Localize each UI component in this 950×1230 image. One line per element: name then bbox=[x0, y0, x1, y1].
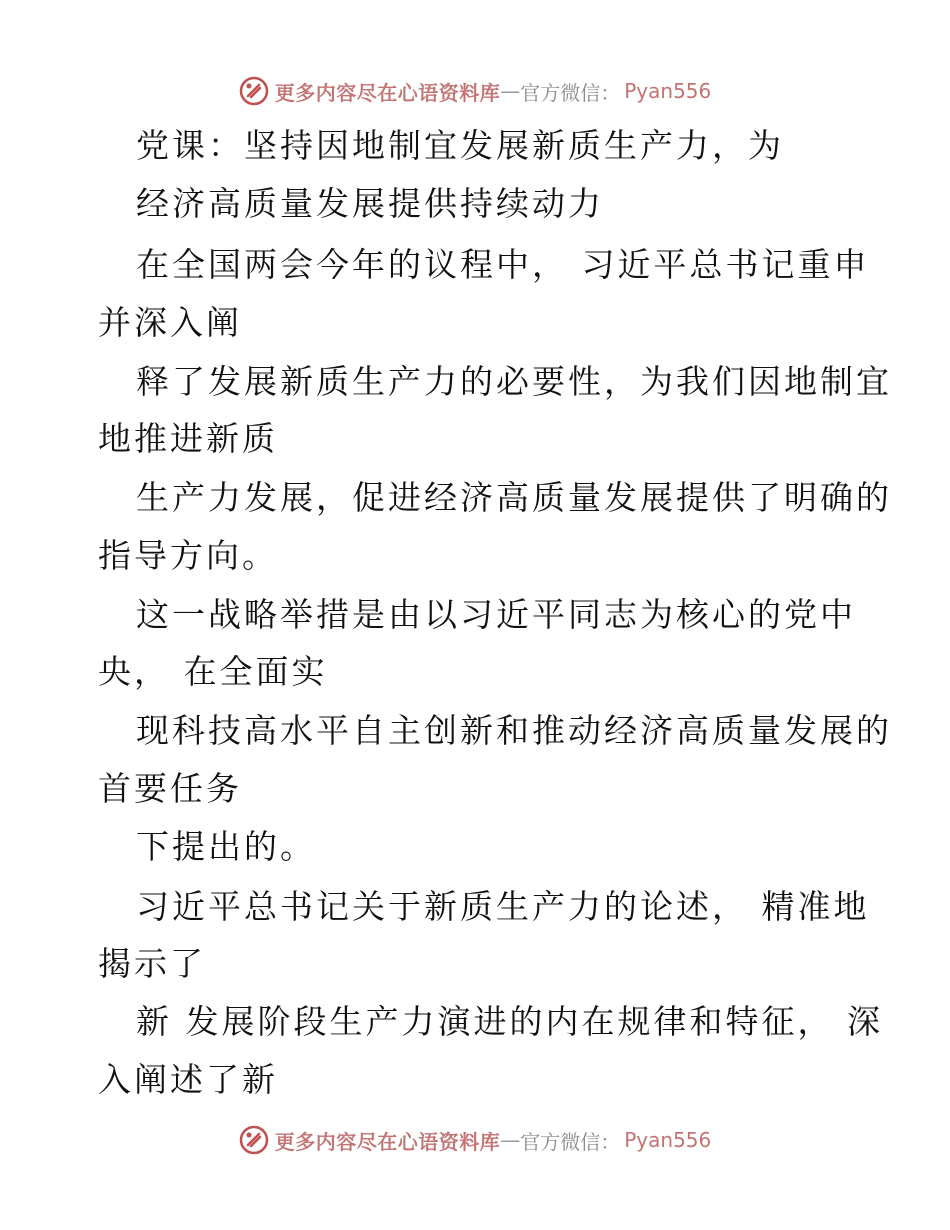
paragraph-line: 在全国两会今年的议程中， 习近平总书记重申 bbox=[136, 245, 870, 284]
watermark-tail-text: 官方微信： bbox=[520, 1129, 621, 1154]
paragraph-line: 下提出的。 bbox=[136, 827, 316, 866]
watermark-wechat-id: Pyan556 bbox=[624, 1128, 712, 1152]
paragraph-line: 指导方向。 bbox=[98, 536, 278, 575]
watermark-separator: — bbox=[500, 1128, 521, 1152]
paragraph-line: 并深入阐 bbox=[98, 303, 242, 342]
paragraph-line: 地推进新质 bbox=[98, 419, 278, 458]
watermark-main-text: 更多内容尽在心语资料库 bbox=[274, 1129, 501, 1154]
document-title-line: 党课：坚持因地制宜发展新质生产力，为 bbox=[136, 126, 784, 165]
paragraph-line: 这一战略举措是由以习近平同志为核心的党中 bbox=[136, 595, 856, 634]
watermark-header bbox=[0, 71, 950, 111]
paragraph-line: 新 发展阶段生产力演进的内在规律和特征， 深 bbox=[136, 1002, 883, 1041]
red-seal-logo-icon bbox=[239, 76, 269, 106]
paragraph-line: 揭示了 bbox=[98, 944, 206, 983]
paragraph-line: 释了发展新质生产力的必要性，为我们因地制宜 bbox=[136, 362, 892, 401]
red-seal-logo-icon bbox=[239, 1125, 269, 1155]
watermark-tail-text: 官方微信： bbox=[520, 80, 621, 105]
paragraph-line: 央， 在全面实 bbox=[98, 652, 328, 691]
document-title-line: 经济高质量发展提供持续动力 bbox=[136, 184, 604, 223]
watermark-wechat-id: Pyan556 bbox=[624, 79, 712, 103]
watermark-separator: — bbox=[500, 79, 521, 103]
watermark-main-text: 更多内容尽在心语资料库 bbox=[274, 80, 501, 105]
paragraph-line: 入阐述了新 bbox=[98, 1060, 278, 1099]
watermark-footer bbox=[0, 1120, 950, 1160]
paragraph-line: 现科技高水平自主创新和推动经济高质量发展的 bbox=[136, 711, 892, 750]
paragraph-line: 生产力发展，促进经济高质量发展提供了明确的 bbox=[136, 478, 892, 517]
paragraph-line: 首要任务 bbox=[98, 769, 242, 808]
paragraph-line: 习近平总书记关于新质生产力的论述， 精准地 bbox=[136, 887, 870, 926]
